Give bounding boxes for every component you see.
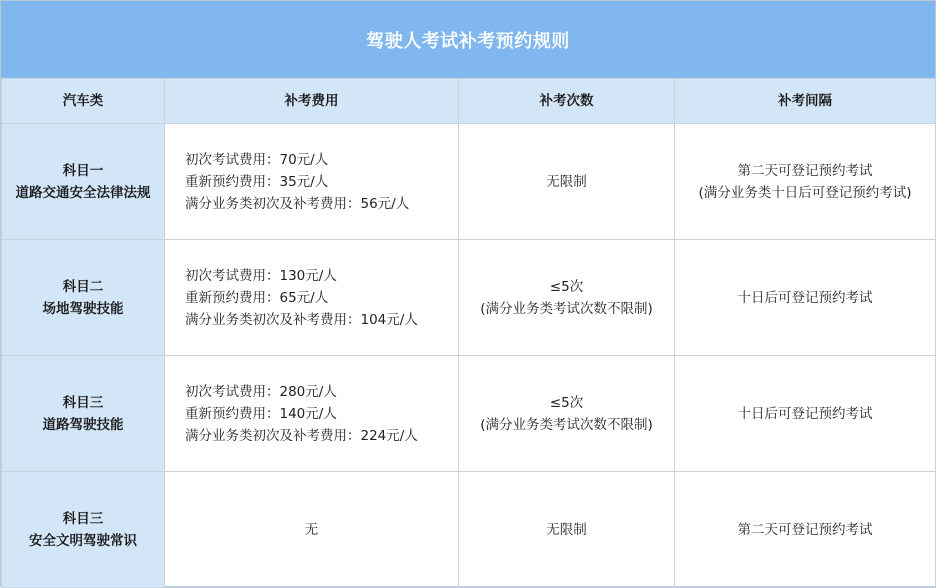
fee-line: 重新预约费用：140元/人 <box>185 405 337 422</box>
count-line: 无限制 <box>546 173 587 190</box>
header-row <box>2 79 936 124</box>
fee-line: 满分业务类初次及补考费用：56元/人 <box>185 195 410 212</box>
fee-line: 初次考试费用：130元/人 <box>185 267 337 284</box>
header-retake-fee: 补考费用 <box>165 79 459 124</box>
interval-cell <box>675 240 936 356</box>
count-line: 无限制 <box>546 521 587 538</box>
fee-line: 初次考试费用：70元/人 <box>185 151 329 168</box>
table-row <box>2 472 936 588</box>
count-line: ≤5次 <box>549 278 584 295</box>
interval-cell <box>675 356 936 472</box>
fee-line: 重新预约费用：35元/人 <box>185 173 329 190</box>
subject-name: 科目三 <box>62 394 104 411</box>
category-cell <box>2 356 165 472</box>
subject-desc: 安全文明驾驶常识 <box>29 532 137 549</box>
category-cell <box>2 472 165 588</box>
count-line: ≤5次 <box>549 394 584 411</box>
table-row <box>2 240 936 356</box>
subject-name: 科目三 <box>62 510 104 527</box>
interval-line: (满分业务类十日后可登记预约考试) <box>698 184 912 201</box>
header-vehicle-type: 汽车类 <box>2 79 165 124</box>
interval-line: 第二天可登记预约考试 <box>737 162 873 179</box>
fee-line: 满分业务类初次及补考费用：104元/人 <box>185 311 418 328</box>
subject-desc: 道路驾驶技能 <box>42 416 124 433</box>
count-cell <box>459 240 675 356</box>
count-cell <box>459 124 675 240</box>
fee-line: 重新预约费用：65元/人 <box>185 289 329 306</box>
fee-cell <box>165 124 459 240</box>
table-row <box>2 356 936 472</box>
category-cell <box>2 124 165 240</box>
count-cell <box>459 356 675 472</box>
header-retake-count: 补考次数 <box>459 79 675 124</box>
category-cell <box>2 240 165 356</box>
subject-desc: 道路交通安全法律法规 <box>15 184 151 201</box>
interval-cell <box>675 472 936 588</box>
fee-cell <box>165 472 459 588</box>
subject-name: 科目二 <box>62 278 104 295</box>
count-line: (满分业务类考试次数不限制) <box>480 416 653 433</box>
header-retake-interval: 补考间隔 <box>675 79 936 124</box>
interval-cell <box>675 124 936 240</box>
fee-line: 无 <box>304 521 319 538</box>
count-cell <box>459 472 675 588</box>
interval-line: 十日后可登记预约考试 <box>737 405 873 422</box>
subject-desc: 场地驾驶技能 <box>42 300 124 317</box>
table-row <box>2 124 936 240</box>
interval-line: 十日后可登记预约考试 <box>737 289 873 306</box>
document-title: 驾驶人考试补考预约规则 <box>1 1 935 78</box>
fee-line: 满分业务类初次及补考费用：224元/人 <box>185 427 418 444</box>
interval-line: 第二天可登记预约考试 <box>737 521 873 538</box>
fee-cell <box>165 356 459 472</box>
fee-line: 初次考试费用：280元/人 <box>185 383 337 400</box>
fee-cell <box>165 240 459 356</box>
count-line: (满分业务类考试次数不限制) <box>480 300 653 317</box>
rules-table <box>1 78 936 588</box>
subject-name: 科目一 <box>62 162 104 179</box>
